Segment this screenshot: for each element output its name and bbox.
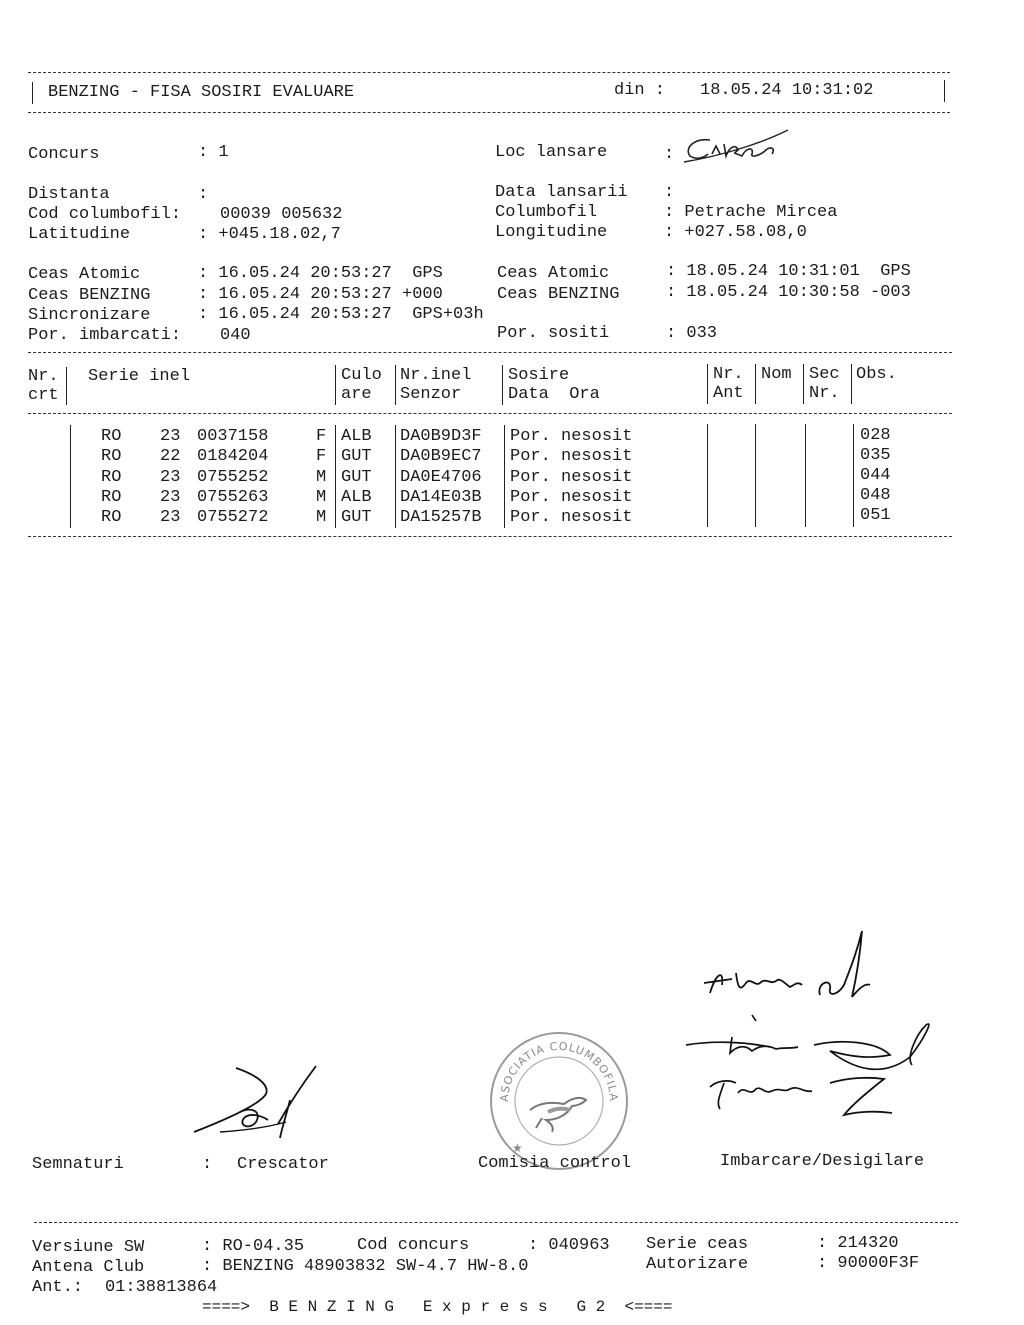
data-lansarii-label: Data lansarii	[495, 183, 628, 202]
col-sosire-1: Sosire	[508, 366, 570, 385]
longitudine-value: : +027.58.08,0	[664, 223, 807, 242]
cell-tara: RO	[101, 427, 122, 446]
cell-culoare: GUT	[341, 447, 372, 466]
col-sosire-2: Data Ora	[508, 385, 600, 404]
longitudine-label: Longitudine	[495, 223, 608, 242]
ceas-benzing-value-2: : 18.05.24 10:30:58 -003	[666, 283, 911, 302]
por-sositi-value: : 033	[666, 324, 718, 343]
ceas-atomic-value-2: : 18.05.24 10:31:01 GPS	[666, 262, 911, 281]
col-obs: Obs.	[856, 365, 897, 384]
cell-culoare: ALB	[341, 427, 372, 446]
cell-tara: RO	[101, 447, 122, 466]
cell-sex: M	[316, 468, 327, 487]
cell-culoare: ALB	[341, 488, 372, 507]
table-top-rule	[28, 352, 952, 353]
cell-sosire: Por. nesosit	[510, 468, 633, 487]
col-nr-ant-2: Ant	[713, 384, 744, 403]
distanta-label: Distanta	[28, 185, 110, 204]
antena-club-label: Antena Club	[32, 1258, 145, 1277]
cell-obs: 048	[860, 486, 891, 505]
autorizare-label: Autorizare	[646, 1255, 749, 1274]
cell-sosire: Por. nesosit	[510, 427, 633, 446]
cell-senzor: DA0B9D3F	[400, 427, 482, 446]
concurs-value: : 1	[198, 143, 229, 162]
cell-nr: 0755252	[197, 468, 269, 487]
col-nom: Nom	[761, 365, 792, 384]
cell-sex: M	[316, 508, 327, 527]
ant-value: 01:38813864	[105, 1278, 218, 1297]
hdr-sep-7	[803, 364, 804, 404]
header-top-rule	[28, 72, 950, 73]
latitudine-value: : +045.18.02,7	[198, 225, 341, 244]
cell-senzor: DA0E4706	[400, 468, 482, 487]
header-bottom-rule	[28, 112, 950, 113]
body-sep-2	[335, 425, 336, 528]
cod-columbofil-value: 00039 005632	[220, 205, 343, 224]
benzing-express-banner: ====> B E N Z I N G E x p r e s s G 2 <====	[202, 1298, 673, 1316]
col-nr-inel-1: Nr.inel	[400, 366, 472, 385]
loc-lansare-value: :	[664, 145, 675, 164]
concurs-label: Concurs	[28, 145, 100, 164]
cell-sex: F	[316, 447, 327, 466]
din-label: din :	[614, 81, 666, 100]
cell-obs: 035	[860, 446, 891, 465]
cell-obs: 044	[860, 466, 891, 485]
cell-sosire: Por. nesosit	[510, 488, 633, 507]
document-title: BENZING - FISA SOSIRI EVALUARE	[48, 83, 355, 102]
cell-culoare: GUT	[341, 468, 372, 487]
cell-sex: F	[316, 427, 327, 446]
hdr-sep-6	[755, 364, 756, 404]
table-header-rule	[28, 413, 952, 414]
hdr-sep-2	[335, 365, 336, 405]
body-sep-5	[707, 424, 708, 527]
ceas-benzing-label-2: Ceas BENZING	[497, 285, 620, 304]
cell-tara: RO	[101, 468, 122, 487]
ceas-atomic-label-2: Ceas Atomic	[497, 264, 610, 283]
cell-senzor: DA15257B	[400, 508, 482, 527]
hdr-sep-5	[707, 364, 708, 404]
body-sep-7	[805, 424, 806, 527]
cell-an: 22	[160, 447, 181, 466]
col-nr-crt-1: Nr.	[28, 367, 59, 386]
comisia-control-label: Comisia control	[478, 1154, 632, 1173]
col-culoare-1: Culo	[341, 366, 382, 385]
cell-culoare: GUT	[341, 508, 372, 527]
cell-obs: 028	[860, 426, 891, 445]
hdr-sep-8	[851, 364, 852, 404]
columbofil-value: : Petrache Mircea	[664, 203, 838, 222]
cod-concurs-label: Cod concurs	[357, 1236, 470, 1255]
serie-ceas-label: Serie ceas	[646, 1235, 749, 1254]
col-nr-inel-2: Senzor	[400, 385, 462, 404]
stamp-text: ASOCIATIA COLUMBOFILA	[497, 1039, 621, 1103]
ceas-atomic-value-1: : 16.05.24 20:53:27 GPS	[198, 264, 443, 283]
body-sep-6	[755, 424, 756, 527]
sincronizare-value: : 16.05.24 20:53:27 GPS+03h	[198, 305, 484, 324]
col-culoare-2: are	[341, 385, 372, 404]
crescator-label: Crescator	[237, 1155, 329, 1174]
col-nr-ant-1: Nr.	[713, 365, 744, 384]
cell-an: 23	[160, 508, 181, 527]
header-left-bar	[32, 82, 33, 104]
ceas-atomic-label-1: Ceas Atomic	[28, 265, 141, 284]
distanta-value: :	[198, 185, 209, 204]
cell-nr: 0755272	[197, 508, 269, 527]
cell-nr: 0037158	[197, 427, 269, 446]
body-sep-4	[504, 425, 505, 528]
table-bottom-rule	[28, 536, 952, 537]
cell-an: 23	[160, 468, 181, 487]
cod-columbofil-label: Cod columbofil:	[28, 205, 182, 224]
data-lansarii-value: :	[664, 183, 675, 202]
cell-nr: 0755263	[197, 488, 269, 507]
columbofil-label: Columbofil	[495, 203, 598, 222]
antena-club-value: : BENZING 48903832 SW-4.7 HW-8.0	[202, 1257, 529, 1276]
cell-nr: 0184204	[197, 447, 269, 466]
body-sep-3	[395, 425, 396, 528]
hdr-sep-1	[66, 367, 67, 405]
semnaturi-label: Semnaturi	[32, 1155, 124, 1174]
sincronizare-label: Sincronizare	[28, 306, 151, 325]
ceas-benzing-label-1: Ceas BENZING	[28, 286, 151, 305]
cell-sosire: Por. nesosit	[510, 447, 633, 466]
por-imbarcati-label: Por. imbarcati:	[28, 326, 182, 345]
body-sep-1	[70, 425, 71, 528]
semnaturi-colon: :	[202, 1155, 213, 1174]
versiune-sw-label: Versiune SW	[32, 1238, 145, 1257]
autorizare-value: : 90000F3F	[817, 1254, 920, 1273]
por-imbarcati-value: 040	[220, 326, 251, 345]
loc-lansare-label: Loc lansare	[495, 143, 608, 162]
imbarcare-signatures	[680, 925, 950, 1125]
footer-top-rule	[34, 1222, 958, 1223]
body-sep-8	[853, 424, 854, 527]
col-sec-nr-1: Sec	[809, 365, 840, 384]
imbarcare-desigilare-label: Imbarcare/Desigilare	[720, 1152, 925, 1171]
cell-tara: RO	[101, 488, 122, 507]
header-right-bar	[944, 80, 945, 102]
hdr-sep-4	[502, 365, 503, 405]
por-sositi-label: Por. sositi	[497, 324, 610, 343]
svg-text:★: ★	[512, 1141, 523, 1155]
crescator-signature	[190, 1060, 330, 1150]
latitudine-label: Latitudine	[28, 225, 131, 244]
cell-tara: RO	[101, 508, 122, 527]
col-serie-inel: Serie inel	[88, 367, 191, 386]
versiune-sw-value: : RO-04.35	[202, 1237, 305, 1256]
ant-label: Ant.:	[32, 1278, 84, 1297]
cell-an: 23	[160, 488, 181, 507]
cell-sosire: Por. nesosit	[510, 508, 633, 527]
din-value: 18.05.24 10:31:02	[700, 81, 874, 100]
cell-senzor: DA0B9EC7	[400, 447, 482, 466]
loc-lansare-handwriting	[680, 126, 810, 166]
cell-senzor: DA14E03B	[400, 488, 482, 507]
hdr-sep-3	[395, 365, 396, 405]
cod-concurs-value: : 040963	[528, 1236, 610, 1255]
cell-obs: 051	[860, 506, 891, 525]
serie-ceas-value: : 214320	[817, 1234, 899, 1253]
club-stamp	[486, 1028, 632, 1174]
ceas-benzing-value-1: : 16.05.24 20:53:27 +000	[198, 285, 443, 304]
cell-an: 23	[160, 427, 181, 446]
col-sec-nr-2: Nr.	[809, 384, 840, 403]
cell-sex: M	[316, 488, 327, 507]
col-nr-crt-2: crt	[28, 386, 59, 405]
